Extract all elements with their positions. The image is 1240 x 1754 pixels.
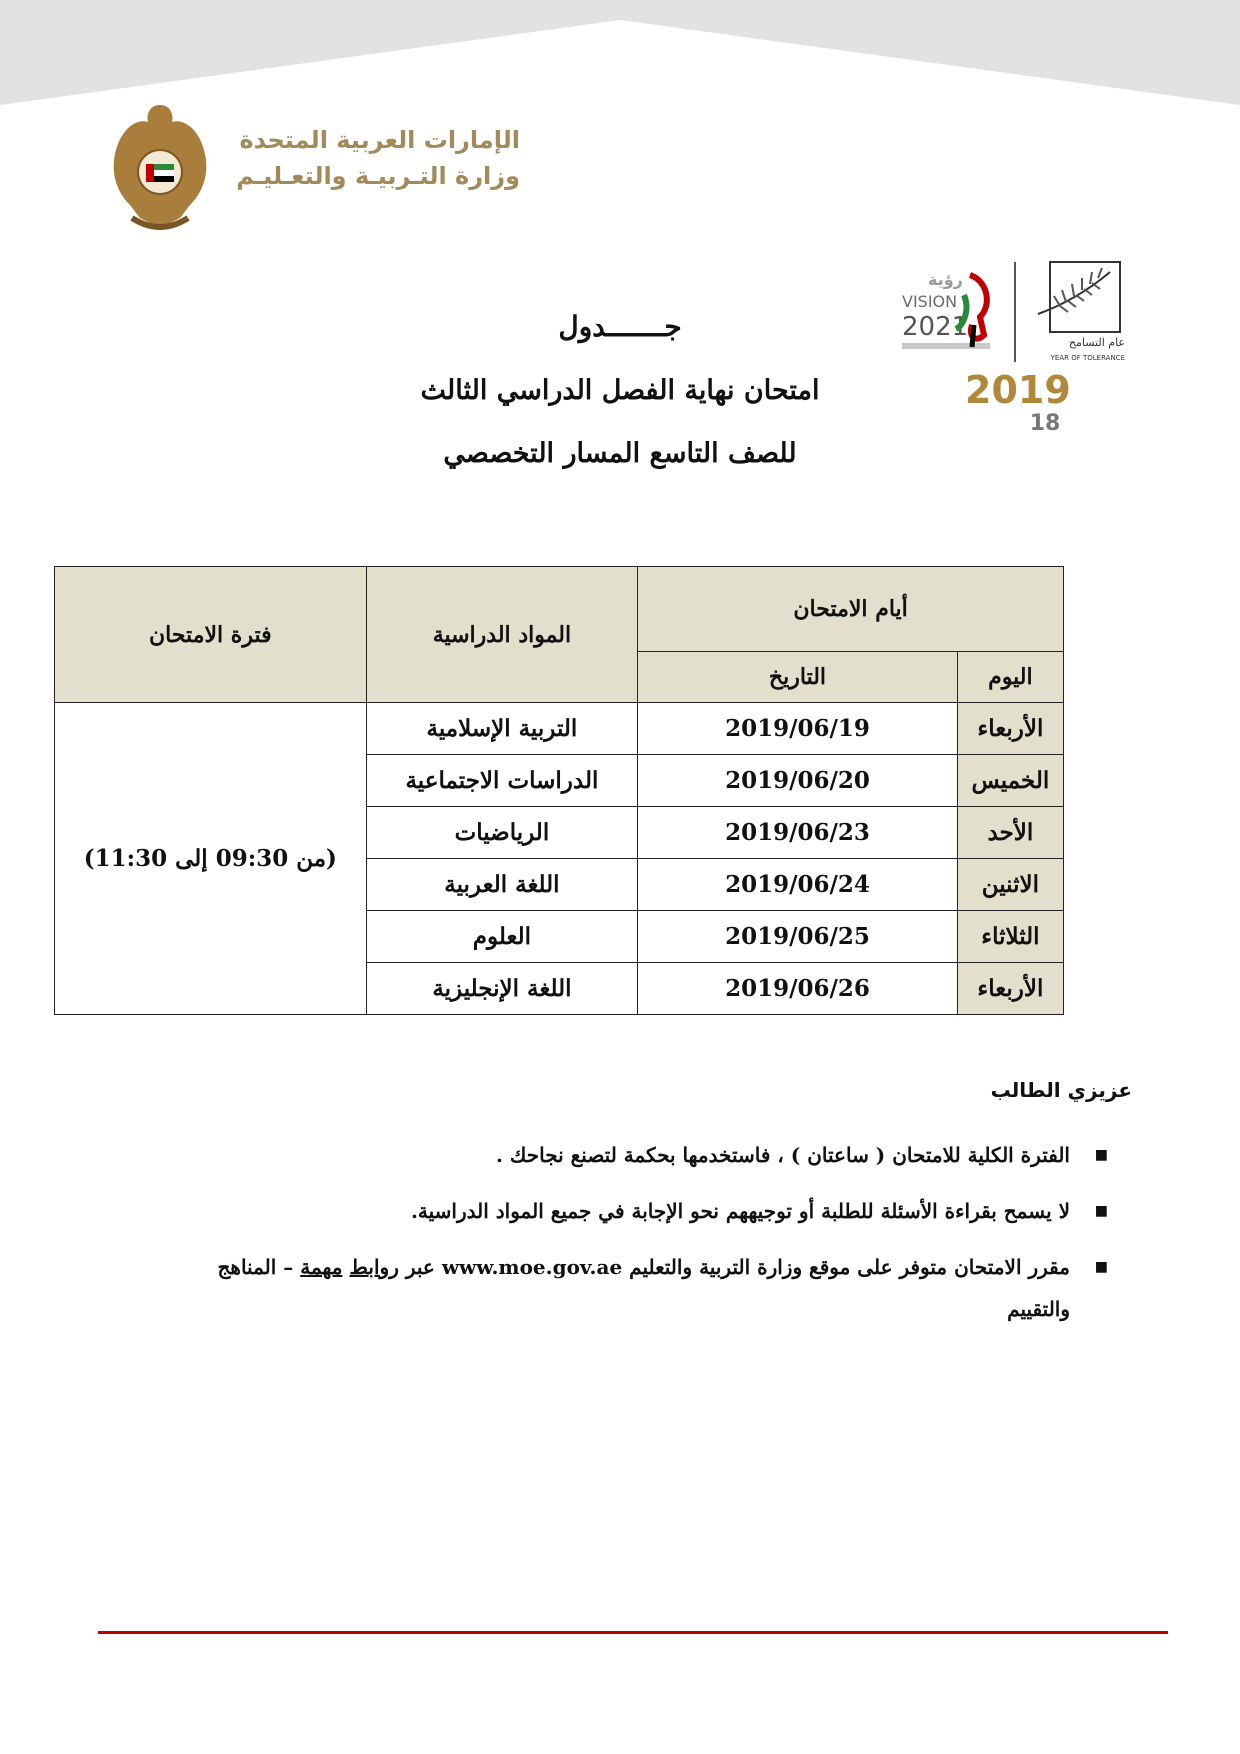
vision-label-text: VISION xyxy=(902,292,958,311)
date-cell: 2019/06/23 xyxy=(638,807,958,859)
year-of-tolerance-logo xyxy=(1030,258,1130,368)
list-item xyxy=(170,1246,1108,1330)
day-cell: الثلاثاء xyxy=(957,911,1063,963)
ministry-line-1: الإمارات العربية المتحدة xyxy=(239,126,520,154)
vision-ar-text: رؤية xyxy=(928,270,963,289)
table-row xyxy=(55,703,1064,755)
day-cell: الأربعاء xyxy=(957,703,1063,755)
tolerance-en-text: YEAR OF TOLERANCE xyxy=(1050,354,1125,362)
vision-year-text: 2021 xyxy=(902,312,969,342)
exam-schedule-table xyxy=(54,566,1064,1015)
table-header-row xyxy=(55,567,1064,652)
instruction-text: – المناهج والتقييم xyxy=(217,1255,1070,1321)
day-cell: الأحد xyxy=(957,807,1063,859)
bullet-icon: ■ xyxy=(1094,1259,1108,1275)
header-period: فترة الامتحان xyxy=(55,567,367,703)
day-cell: الاثنين xyxy=(957,859,1063,911)
date-cell: 2019/06/24 xyxy=(638,859,958,911)
instruction-text: الفترة الكلية للامتحان ( ساعتان ) ، فاستخدمها بحكمة لتصنع نجاحك . xyxy=(495,1143,1070,1167)
instruction-text: عبر xyxy=(405,1255,435,1279)
subject-cell: اللغة العربية xyxy=(366,859,638,911)
tolerance-ar-text: عام التسامح xyxy=(1068,336,1125,349)
date-cell: 2019/06/26 xyxy=(638,963,958,1015)
instruction-text: لا يسمح بقراءة الأسئلة للطلبة أو توجيههم نحو الإجابة في جميع المواد الدراسية. xyxy=(410,1199,1070,1223)
day-cell: الأربعاء xyxy=(957,963,1063,1015)
date-cell: 2019/06/25 xyxy=(638,911,958,963)
bullet-icon: ■ xyxy=(1094,1203,1108,1219)
date-cell: 2019/06/19 xyxy=(638,703,958,755)
logo-divider xyxy=(1014,262,1016,362)
instruction-text: مقرر الامتحان متوفر على موقع وزارة التربية والتعليم xyxy=(629,1255,1070,1279)
header-exam-days: أيام الامتحان xyxy=(638,567,1064,652)
list-item xyxy=(170,1134,1108,1176)
subject-cell: الرياضيات xyxy=(366,807,638,859)
subject-cell: العلوم xyxy=(366,911,638,963)
greeting: عزيزي الطالب xyxy=(990,1078,1132,1102)
ministry-line-2: وزارة التـربيـة والتعـليـم xyxy=(236,162,520,190)
important-text: مهمة xyxy=(300,1255,343,1279)
document-subtitle: امتحان نهاية الفصل الدراسي الثالث xyxy=(420,375,820,406)
moe-url: www.moe.gov.ae xyxy=(441,1255,623,1279)
footer-divider xyxy=(98,1631,1168,1634)
subject-cell: اللغة الإنجليزية xyxy=(366,963,638,1015)
year-sub-label: 18 xyxy=(1029,411,1061,436)
list-item xyxy=(170,1190,1108,1232)
year-label: 2019 xyxy=(965,368,1071,412)
subject-cell: التربية الإسلامية xyxy=(366,703,638,755)
ministry-name xyxy=(230,122,520,194)
header-date: التاريخ xyxy=(638,652,958,703)
day-cell: الخميس xyxy=(957,755,1063,807)
links-text: روابط xyxy=(349,1255,399,1279)
uae-emblem-icon xyxy=(110,100,210,235)
document-subtitle-2: للصف التاسع المسار التخصصي xyxy=(443,438,797,469)
header-subjects: المواد الدراسية xyxy=(366,567,638,703)
subject-cell: الدراسات الاجتماعية xyxy=(366,755,638,807)
document-title: جـــــــدول xyxy=(558,310,682,343)
date-cell: 2019/06/20 xyxy=(638,755,958,807)
header-day: اليوم xyxy=(957,652,1063,703)
period-cell: (من 09:30 إلى 11:30) xyxy=(55,703,367,1015)
bullet-icon: ■ xyxy=(1094,1147,1108,1163)
instructions-list xyxy=(170,1134,1108,1344)
header-band xyxy=(0,0,1240,110)
